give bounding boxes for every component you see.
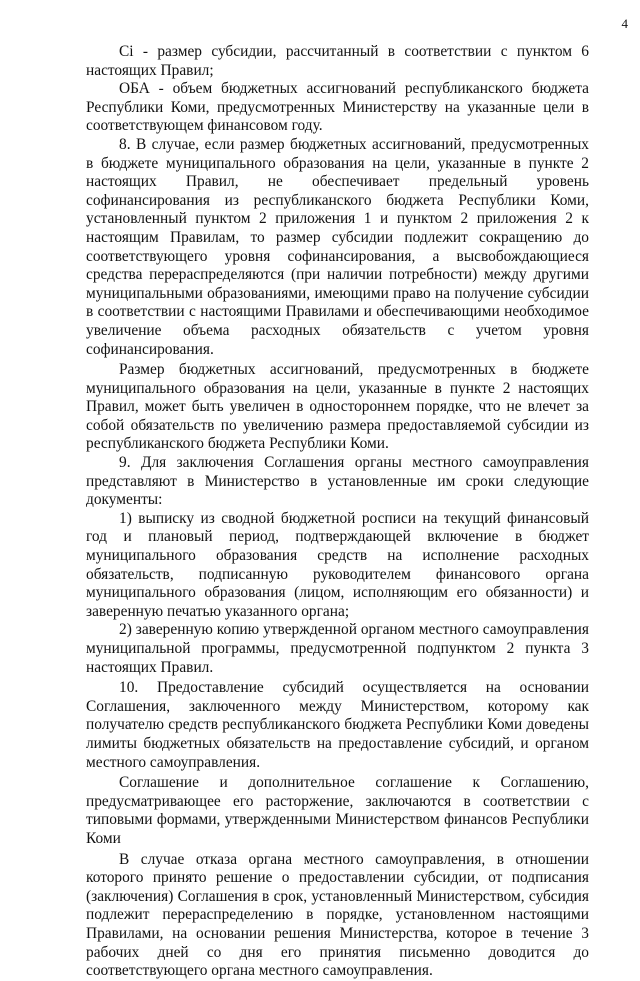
paragraph-item-10: 10. Предоставление субсидий осуществляется на основании Соглашения, заключенного между Министерством, которому как получателю средств республиканского бюджета Республики Коми доведены лимиты бюджетных обязательств на предоставление субсидий, и органом местного самоуправления. — [86, 679, 589, 771]
page-number: 4 — [621, 16, 628, 31]
paragraph-budget-increase: Размер бюджетных ассигнований, предусмотренных в бюджете муниципального образования на цели, указанные в пункте 2 настоящих Правил, может быть увеличен в одностороннем порядке, что не влечет за собой обязательств по увеличению размера предоставляемой субсидии из республиканского бюджета Республики Коми. — [86, 361, 589, 453]
paragraph-agreement-forms: Соглашение и дополнительное соглашение к Соглашению, предусматривающее его расторжение, заключаются в соответствии с типовыми формами, утвержденными Министерством финансов Республики Коми — [86, 774, 589, 847]
paragraph-ci-definition: Ci - размер субсидии, рассчитанный в соответствии с пунктом 6 настоящих Правил; — [86, 43, 589, 79]
paragraph-refusal-case: В случае отказа органа местного самоуправления, в отношении которого принято решение о предоставлении субсидии, от подписания (заключения) Соглашения в срок, установленный Министерством, субсидия подлежит перераспределению в порядке, установленном настоящими Правилами, на основании решения Министерства, которое в течение 3 рабочих дней со дня его принятия письменно доводится до соответствующего органа местного самоуправления. — [86, 850, 589, 980]
paragraph-item-9-1: 1) выписку из сводной бюджетной росписи на текущий финансовый год и плановый период, подтверждающей включение в бюджет муниципального образования средств на исполнение расходных обязательств, подписанную руководителем финансового органа муниципального образования (лицом, исполняющим его обязанности) и заверенную печатью указанного органа; — [86, 509, 589, 620]
document-body — [86, 43, 589, 981]
paragraph-item-9-2: 2) заверенную копию утвержденной органом местного самоуправления муниципальной программы, предусмотренной подпунктом 2 пункта 3 настоящих Правил. — [86, 621, 589, 676]
paragraph-oba-definition: ОБА - объем бюджетных ассигнований республиканского бюджета Республики Коми, предусмотренных Министерству на указанные цели в соответствующем финансовом году. — [86, 80, 589, 135]
paragraph-item-9: 9. Для заключения Соглашения органы местного самоуправления представляют в Министерство в установленные им сроки следующие документы: — [86, 454, 589, 509]
paragraph-item-8: 8. В случае, если размер бюджетных ассигнований, предусмотренных в бюджете муниципального образования на цели, указанные в пункте 2 настоящих Правил, не обеспечивает предельный уровень софинансирования из республиканского бюджета Республики Коми, установленный пунктом 2 приложения 1 и пунктом 2 приложения 2 к настоящим Правилам, то размер субсидии подлежит сокращению до соответствующего уровня софинансирования, а высвобождающиеся средства перераспределяются (при наличии потребности) между другими муниципальными образованиями, имеющими право на получение субсидии в соответствии с настоящими Правилами и обеспечивающими необходимое увеличение объема расходных обязательств с учетом уровня софинансирования. — [86, 135, 589, 358]
